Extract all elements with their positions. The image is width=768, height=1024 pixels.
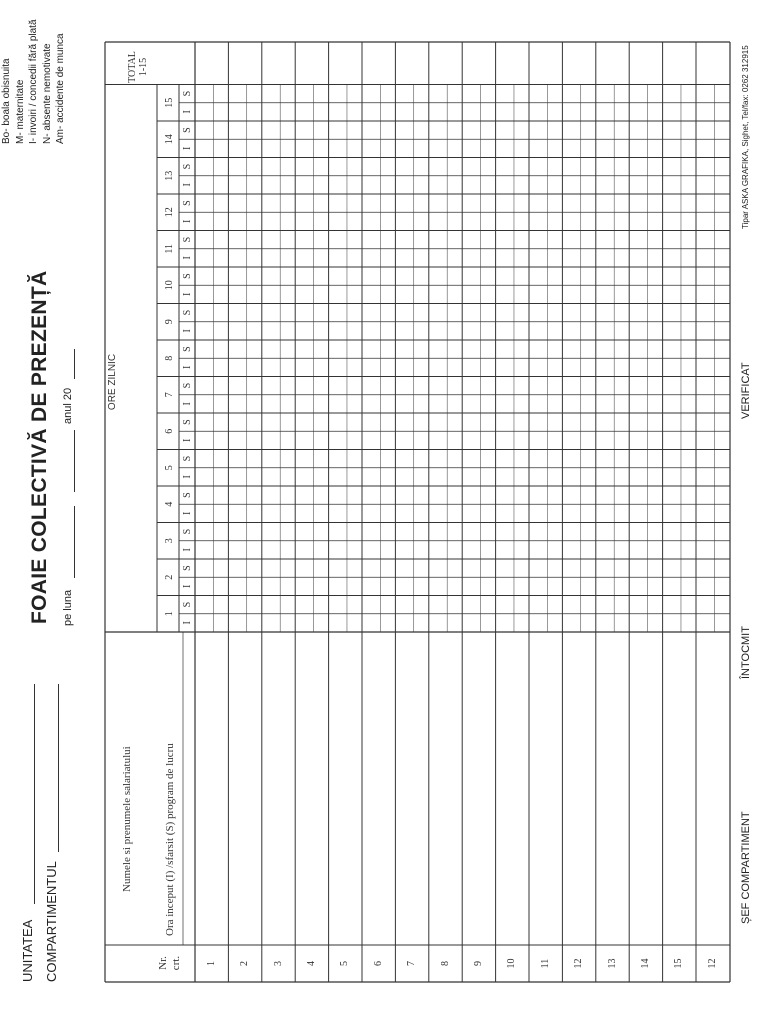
start-mark: I bbox=[182, 219, 193, 224]
printer-credit: Tipar ASKA GRAFIKA, Sighet, Tel/fax: 0262 312915 bbox=[741, 45, 750, 229]
start-mark: I bbox=[182, 511, 193, 516]
name-header: Numele si prenumele salariatului bbox=[121, 746, 133, 892]
start-mark: I bbox=[182, 438, 193, 443]
legend bbox=[0, 19, 68, 144]
row-number: 2 bbox=[239, 961, 251, 966]
nr-header: Nr. crt. bbox=[157, 955, 182, 971]
day-number: 5 bbox=[164, 465, 175, 471]
start-mark: I bbox=[182, 548, 193, 552]
end-mark: S bbox=[182, 492, 193, 498]
end-mark: S bbox=[182, 127, 193, 133]
day-number: 3 bbox=[164, 538, 175, 544]
legend-item: M- maternitate bbox=[14, 79, 26, 144]
legend-item: N- absente nemotivate bbox=[41, 43, 53, 144]
end-mark: S bbox=[182, 565, 193, 571]
start-mark: I bbox=[182, 256, 193, 260]
row-number: 12 bbox=[573, 958, 585, 969]
day-number: 14 bbox=[164, 134, 175, 145]
sef-compartiment-label: ȘEF COMPARTIMENT bbox=[740, 811, 752, 924]
start-mark: I bbox=[182, 621, 193, 625]
month-line bbox=[74, 506, 75, 578]
month-label: pe luna bbox=[62, 589, 74, 626]
row-number: 3 bbox=[272, 961, 284, 966]
legend-item: Bo- boala obisnuita bbox=[1, 58, 12, 144]
end-mark: S bbox=[182, 200, 193, 206]
row-number: 14 bbox=[639, 958, 651, 969]
end-mark: S bbox=[182, 455, 193, 462]
row-number: 9 bbox=[472, 961, 484, 966]
day-number: 6 bbox=[164, 428, 175, 434]
start-mark: I bbox=[182, 584, 193, 589]
day-number: 13 bbox=[164, 170, 175, 181]
day-number: 4 bbox=[164, 501, 175, 507]
row-number: 4 bbox=[305, 961, 317, 966]
day-number: 10 bbox=[164, 280, 175, 291]
row-number: 12 bbox=[706, 958, 718, 969]
row-number: 8 bbox=[439, 961, 451, 966]
total-header: TOTAL 1-15 bbox=[127, 51, 149, 83]
day-number: 9 bbox=[164, 319, 175, 325]
end-mark: S bbox=[182, 528, 193, 535]
day-number: 11 bbox=[164, 243, 175, 254]
end-mark: S bbox=[182, 419, 193, 425]
legend-item: I- invoiri / concedii fără plată bbox=[28, 19, 39, 144]
row-number: 13 bbox=[606, 958, 618, 969]
day-number: 7 bbox=[164, 392, 175, 398]
row-number: 10 bbox=[506, 958, 518, 969]
start-mark: I bbox=[182, 402, 193, 406]
start-mark: I bbox=[182, 183, 193, 187]
intocmit-label: ÎNTOCMIT bbox=[740, 626, 752, 679]
start-mark: I bbox=[182, 329, 193, 333]
end-mark: S bbox=[182, 236, 193, 243]
end-mark: S bbox=[182, 601, 193, 608]
department-label: COMPARTIMENTUL bbox=[44, 861, 59, 982]
row-number: 15 bbox=[673, 958, 685, 969]
end-mark: S bbox=[182, 273, 193, 279]
end-mark: S bbox=[182, 346, 193, 352]
verificat-label: VERIFICAT bbox=[740, 362, 752, 419]
day-number: 1 bbox=[164, 611, 175, 617]
legend-item: Am- accidente de munca bbox=[55, 33, 66, 144]
day-number: 15 bbox=[164, 97, 175, 108]
start-mark: I bbox=[182, 146, 193, 151]
month-line-2 bbox=[74, 430, 75, 492]
row-number: 11 bbox=[539, 958, 551, 969]
end-mark: S bbox=[182, 309, 193, 316]
end-mark: S bbox=[182, 163, 193, 170]
day-number: 12 bbox=[164, 207, 175, 218]
page-title: FOAIE COLECTIVĂ DE PREZENȚĂ bbox=[28, 270, 51, 624]
row-number: 6 bbox=[372, 961, 384, 966]
row-number: 1 bbox=[205, 961, 217, 966]
hours-header: Ora inceput (I) /sfarsit (S) program de lucru bbox=[164, 743, 176, 936]
table-grid bbox=[105, 42, 730, 982]
day-number: 2 bbox=[164, 574, 175, 580]
daily-header: ORE ZILNIC bbox=[107, 353, 118, 411]
unit-line bbox=[34, 684, 35, 904]
unit-label: UNITATEA bbox=[20, 919, 35, 982]
year-label: anul 20 bbox=[62, 387, 74, 424]
start-mark: I bbox=[182, 110, 193, 114]
department-line bbox=[58, 684, 59, 852]
end-mark: S bbox=[182, 382, 193, 389]
start-mark: I bbox=[182, 475, 193, 479]
row-number: 5 bbox=[339, 961, 351, 966]
day-number: 8 bbox=[164, 355, 175, 361]
year-line bbox=[74, 349, 75, 379]
end-mark: S bbox=[182, 90, 193, 97]
row-number: 7 bbox=[406, 961, 418, 966]
start-mark: I bbox=[182, 292, 193, 297]
start-mark: I bbox=[182, 365, 193, 370]
